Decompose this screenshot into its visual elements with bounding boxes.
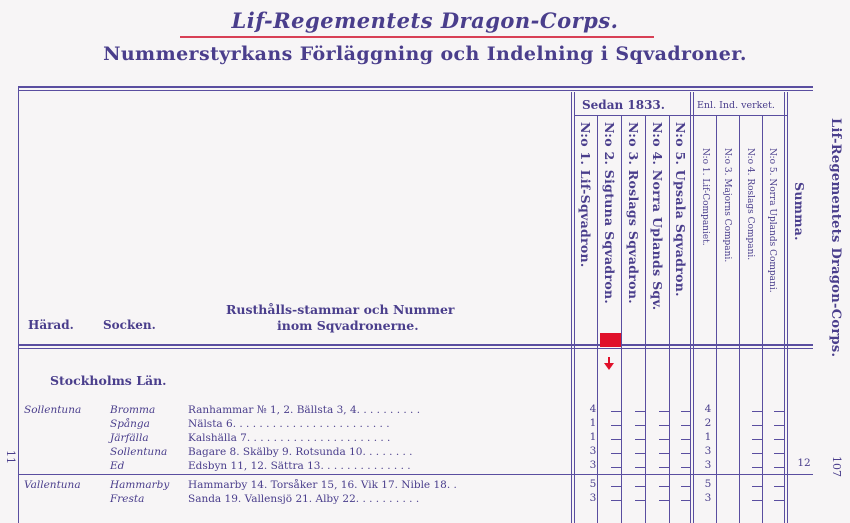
empty-cell-dash xyxy=(681,411,691,412)
col-rule-sq5a xyxy=(690,92,691,523)
empty-cell-dash xyxy=(774,486,784,487)
empty-cell-dash xyxy=(659,486,669,487)
red-arrow-icon xyxy=(604,363,614,370)
compani-3-header: N:o 3. Majorns Compani. xyxy=(722,148,732,263)
summa-header: Summa. xyxy=(792,182,807,241)
empty-cell-dash xyxy=(611,467,621,468)
empty-cell-dash xyxy=(774,467,784,468)
row-harad: Vallentuna xyxy=(24,479,81,491)
row-sq1-value: 4 xyxy=(589,403,597,415)
row-rusthall: Bagare 8. Skälby 9. Rotsunda 10. . . . . . . . xyxy=(188,446,413,458)
col-rule-c1 xyxy=(716,116,717,523)
compani-5-header: N:o 5. Norra Uplands Compani. xyxy=(767,148,777,293)
row-sq1-value: 3 xyxy=(589,459,597,471)
col-rule-sq4 xyxy=(669,116,670,523)
empty-cell-dash xyxy=(659,453,669,454)
sqvadron-5-header: N:o 5. Upsala Sqvadron. xyxy=(673,122,688,297)
row-sq1-value: 1 xyxy=(589,431,597,443)
row-socken: Fresta xyxy=(110,493,145,505)
col-rule-sq2 xyxy=(621,116,622,523)
row-c1-value: 1 xyxy=(704,431,712,443)
row-sq1-value: 5 xyxy=(589,478,597,490)
rusthall-header-line1: Rusthålls-stammar och Nummer xyxy=(226,302,455,317)
row-rusthall: Edsbyn 11, 12. Sättra 13. . . . . . . . . . . . . . xyxy=(188,460,411,472)
empty-cell-dash xyxy=(774,500,784,501)
empty-cell-dash xyxy=(774,453,784,454)
col-rule-c5a xyxy=(784,92,785,523)
col-rule-sq5b xyxy=(693,92,694,523)
empty-cell-dash xyxy=(681,486,691,487)
empty-cell-dash xyxy=(681,425,691,426)
empty-cell-dash xyxy=(681,453,691,454)
row-c1-value: 3 xyxy=(704,492,712,504)
row-socken: Järfälla xyxy=(110,432,149,444)
empty-cell-dash xyxy=(659,439,669,440)
row-rusthall: Kalshälla 7. . . . . . . . . . . . . . . . . . . . . . xyxy=(188,432,391,444)
socken-header: Socken. xyxy=(103,318,156,332)
row-sq1-value: 3 xyxy=(589,492,597,504)
empty-cell-dash xyxy=(774,425,784,426)
compani-4-header: N:o 4. Roslags Compani. xyxy=(745,148,755,261)
empty-cell-dash xyxy=(681,467,691,468)
col-rule-sq3 xyxy=(645,116,646,523)
row-c1-value: 3 xyxy=(704,445,712,457)
empty-cell-dash xyxy=(752,453,762,454)
row-socken: Spånga xyxy=(110,418,150,430)
col-rule-c4 xyxy=(762,116,763,523)
enl-indelningsverket-header: Enl. Ind. verket. xyxy=(697,100,775,111)
empty-cell-dash xyxy=(635,467,645,468)
empty-cell-dash xyxy=(635,425,645,426)
empty-cell-dash xyxy=(635,411,645,412)
empty-cell-dash xyxy=(635,500,645,501)
side-running-title: Lif-Regementets Dragon-Corps. xyxy=(828,118,843,358)
harad-header: Härad. xyxy=(28,318,74,332)
col-rule-c3 xyxy=(739,116,740,523)
page-number-left: 11 xyxy=(4,450,17,464)
empty-cell-dash xyxy=(752,411,762,412)
empty-cell-dash xyxy=(774,439,784,440)
row-rusthall: Hammarby 14. Torsåker 15, 16. Vik 17. Nible 18. . xyxy=(188,479,457,491)
red-highlight-marker xyxy=(600,333,621,347)
left-frame-rule xyxy=(18,86,19,523)
row-socken: Hammarby xyxy=(110,479,170,491)
empty-cell-dash xyxy=(611,425,621,426)
document-title: Lif-Regementets Dragon-Corps. xyxy=(231,8,619,33)
empty-cell-dash xyxy=(681,500,691,501)
empty-cell-dash xyxy=(611,411,621,412)
row-c1-value: 4 xyxy=(704,403,712,415)
empty-cell-dash xyxy=(659,425,669,426)
top-double-rule-1 xyxy=(18,86,813,88)
top-double-rule-2 xyxy=(18,90,813,91)
empty-cell-dash xyxy=(611,439,621,440)
col-rule-a xyxy=(571,92,572,523)
empty-cell-dash xyxy=(635,486,645,487)
row-harad: Sollentuna xyxy=(24,404,82,416)
compani-1-header: N:o 1. Lif-Companiet. xyxy=(700,148,710,246)
summa-value: 12 xyxy=(797,457,811,469)
row-socken: Bromma xyxy=(110,404,156,416)
empty-cell-dash xyxy=(752,425,762,426)
empty-cell-dash xyxy=(659,467,669,468)
row-socken: Ed xyxy=(110,460,125,472)
sqvadron-1-header: N:o 1. Lif-Sqvadron. xyxy=(578,122,593,268)
document-subtitle: Nummerstyrkans Förläggning och Indelning i Sqvadroner. xyxy=(103,43,747,65)
empty-cell-dash xyxy=(635,439,645,440)
row-rusthall: Nälsta 6. . . . . . . . . . . . . . . . . . . . . . . . xyxy=(188,418,390,430)
row-rusthall: Ranhammar № 1, 2. Bällsta 3, 4. . . . . . . . . . xyxy=(188,404,421,416)
row-sq1-value: 1 xyxy=(589,417,597,429)
row-sq1-value: 3 xyxy=(589,445,597,457)
empty-cell-dash xyxy=(659,411,669,412)
col-rule-c5b xyxy=(787,92,788,523)
empty-cell-dash xyxy=(681,439,691,440)
rusthall-header-line2: inom Sqvadronerne. xyxy=(277,318,419,333)
row-c1-value: 3 xyxy=(704,459,712,471)
row-c1-value: 5 xyxy=(704,478,712,490)
col-rule-b xyxy=(574,92,575,523)
title-underline xyxy=(180,36,654,38)
page-number-right: 107 xyxy=(830,456,843,477)
sqvadron-3-header: N:o 3. Roslags Sqvadron. xyxy=(626,122,641,304)
empty-cell-dash xyxy=(752,439,762,440)
group-header-rule xyxy=(574,115,787,116)
empty-cell-dash xyxy=(752,500,762,501)
empty-cell-dash xyxy=(611,500,621,501)
empty-cell-dash xyxy=(752,467,762,468)
lan-heading: Stockholms Län. xyxy=(50,373,167,388)
empty-cell-dash xyxy=(611,486,621,487)
empty-cell-dash xyxy=(659,500,669,501)
sqvadron-4-header: N:o 4. Norra Uplands Sqv. xyxy=(650,122,665,311)
empty-cell-dash xyxy=(611,453,621,454)
sedan-1833-header: Sedan 1833. xyxy=(582,98,665,112)
empty-cell-dash xyxy=(774,411,784,412)
empty-cell-dash xyxy=(635,453,645,454)
empty-cell-dash xyxy=(752,486,762,487)
row-c1-value: 2 xyxy=(704,417,712,429)
sqvadron-2-header: N:o 2. Sigtuna Sqvadron. xyxy=(602,122,617,305)
row-rusthall: Sanda 19. Vallensjö 21. Alby 22. . . . . . . . . . xyxy=(188,493,420,505)
row-socken: Sollentuna xyxy=(110,446,168,458)
